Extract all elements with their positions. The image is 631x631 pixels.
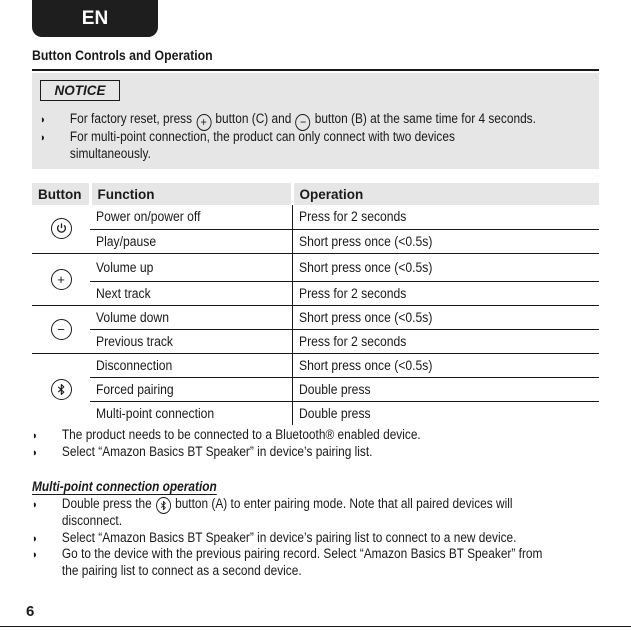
button-cell	[32, 253, 90, 305]
operation-cell: Short press once (<0.5s)	[292, 253, 599, 281]
table-row	[32, 377, 599, 401]
table-row	[32, 281, 599, 305]
minus-icon: −	[51, 319, 72, 340]
notice-item-factory-reset: ◗ For factory reset, press + button (C) and − button (B) at the same time for 4 seconds.	[40, 111, 536, 129]
table-row	[32, 305, 599, 329]
footer-rule	[0, 626, 631, 627]
table-header-row	[32, 183, 599, 205]
info-item-select: ◗ Select “Amazon Basics BT Speaker” in device’s pairing list.	[32, 443, 372, 462]
info-item-bluetooth: ◗ The product needs to be connected to a Bluetooth® enabled device.	[32, 426, 421, 445]
table-row	[32, 205, 599, 229]
multipoint-heading: Multi-point connection operation	[32, 479, 217, 494]
section-title: Button Controls and Operation	[32, 47, 213, 63]
function-cell: Previous track	[90, 329, 292, 353]
button-cell	[32, 205, 90, 253]
function-cell: Next track	[90, 281, 292, 305]
function-cell: Volume down	[90, 305, 292, 329]
multipoint-item-select: ◗ Select “Amazon Basics BT Speaker” in device’s pairing list to connect to a new device.	[32, 529, 516, 548]
bullet-icon: ◗	[32, 499, 38, 511]
header-operation: Operation	[292, 183, 599, 205]
operation-cell: Short press once (<0.5s)	[292, 229, 599, 253]
operation-cell: Press for 2 seconds	[292, 205, 599, 229]
notice-item-multipoint-cont: simultaneously.	[69, 146, 151, 161]
bullet-icon: ◗	[32, 533, 38, 545]
plus-button-icon: +	[196, 114, 211, 131]
operation-cell: Short press once (<0.5s)	[292, 353, 599, 377]
notice-box	[32, 73, 599, 169]
operation-cell: Short press once (<0.5s)	[292, 305, 599, 329]
bullet-icon: ◗	[40, 132, 46, 144]
bluetooth-button-icon	[156, 497, 171, 514]
table-row	[32, 229, 599, 253]
multipoint-item-pairing-cont: disconnect.	[61, 513, 123, 528]
operation-cell: Double press	[292, 377, 599, 401]
button-cell	[32, 353, 90, 425]
title-rule	[32, 69, 599, 71]
operation-cell: Double press	[292, 401, 599, 425]
page-number: 6	[26, 603, 35, 620]
bullet-icon: ◗	[32, 447, 38, 459]
multipoint-item-second-device-cont: the pairing list to connect as a second device.	[61, 563, 302, 578]
table-row	[32, 401, 599, 425]
table-row	[32, 353, 599, 377]
plus-icon: +	[51, 269, 72, 290]
function-cell: Volume up	[90, 253, 292, 281]
language-tab	[32, 0, 158, 37]
bullet-icon: ◗	[32, 430, 38, 442]
multipoint-item-second-device: ◗ Go to the device with the previous pairing record. Select “Amazon Basics BT Speaker” from	[32, 545, 542, 564]
notice-item-multipoint: ◗ For multi-point connection, the product can only connect with two devices	[40, 128, 455, 147]
function-cell: Multi-point connection	[96, 405, 215, 421]
header-button: Button	[32, 183, 90, 205]
button-cell	[32, 305, 90, 353]
operation-cell: Press for 2 seconds	[292, 281, 599, 305]
bullet-icon: ◗	[40, 114, 46, 126]
operation-cell: Press for 2 seconds	[292, 329, 599, 353]
bluetooth-icon	[51, 379, 72, 400]
header-function: Function	[90, 183, 292, 205]
table-row	[32, 253, 599, 281]
multipoint-item-pairing: ◗ Double press the button (A) to enter pairing mode. Note that all paired devices will	[32, 495, 513, 514]
function-cell: Power on/power off	[90, 205, 292, 229]
function-cell: Play/pause	[90, 229, 292, 253]
table-row	[32, 329, 599, 353]
power-icon	[51, 218, 72, 239]
minus-button-icon: −	[296, 114, 311, 131]
bullet-icon: ◗	[32, 549, 38, 561]
language-label: EN	[81, 7, 109, 29]
button-operations-table	[32, 183, 599, 425]
function-cell: Forced pairing	[90, 377, 292, 401]
notice-label: NOTICE	[40, 80, 120, 101]
function-cell: Disconnection	[90, 353, 292, 377]
